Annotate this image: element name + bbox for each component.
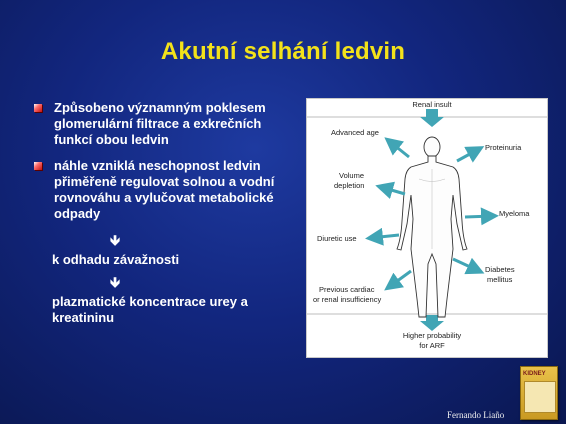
diabetes-arrow-icon	[453, 259, 479, 271]
human-figure-icon	[397, 137, 467, 317]
bullet-item-1	[32, 100, 294, 148]
proteinuria-label: Proteinuria	[485, 143, 522, 152]
previous-arrow-icon	[389, 271, 411, 287]
bullet-text-2: náhle vzniklá neschopnost ledvin přiměřeně regulovat solnou a vodní rovnováhu a vylučovat metabolické odpady	[54, 158, 275, 221]
down-arrow-icon: 🡻	[110, 232, 121, 248]
down-arrow-icon: 🡻	[110, 274, 121, 290]
figure-panel	[306, 98, 548, 358]
risk-factors-diagram	[307, 99, 547, 357]
volume-arrow-icon	[381, 187, 405, 194]
bullet-text-1: Způsobeno významným poklesem glomerulární filtrace a exkrečních funkcí obou ledvin	[54, 100, 266, 147]
diabetes-label-2: mellitus	[487, 275, 513, 284]
severity-line: k odhadu závažnosti	[52, 252, 180, 267]
diabetes-label-1: Diabetes	[485, 265, 515, 274]
volume-label-1: Volume	[339, 171, 365, 180]
book-label: KIDNEY	[523, 371, 546, 377]
concentration-line: plazmatické koncentrace urey a kreatininu	[52, 294, 248, 325]
proteinuria-arrow-icon	[457, 149, 479, 161]
advanced-age-label: Advanced age	[331, 128, 379, 137]
volume-label-2: depletion	[334, 181, 365, 190]
higher-probability-label-2: for ARF	[419, 341, 445, 350]
previous-label-2: or renal insufficiency	[313, 295, 382, 304]
previous-label-1: Previous cardiac	[319, 285, 375, 294]
slide-title: Akutní selhání ledvin	[160, 38, 406, 65]
author-credit: Fernando Liaño	[447, 410, 505, 420]
renal-insult-label: Renal insult	[412, 100, 452, 109]
kidney-book-logo	[520, 366, 558, 420]
advanced-age-arrow-icon	[389, 141, 409, 157]
bullet-marker-icon	[34, 162, 42, 170]
myeloma-arrow-icon	[465, 216, 493, 217]
bullet-list	[32, 100, 294, 332]
bullet-marker-icon	[34, 104, 42, 112]
higher-probability-label-1: Higher probability	[402, 331, 462, 340]
bullet-item-2	[32, 158, 294, 222]
book-cover-band	[524, 381, 556, 413]
insult-arrow-icon	[420, 109, 444, 127]
diuretic-arrow-icon	[371, 235, 399, 238]
myeloma-label: Myeloma	[499, 209, 530, 218]
diuretic-label: Diuretic use	[317, 234, 357, 243]
